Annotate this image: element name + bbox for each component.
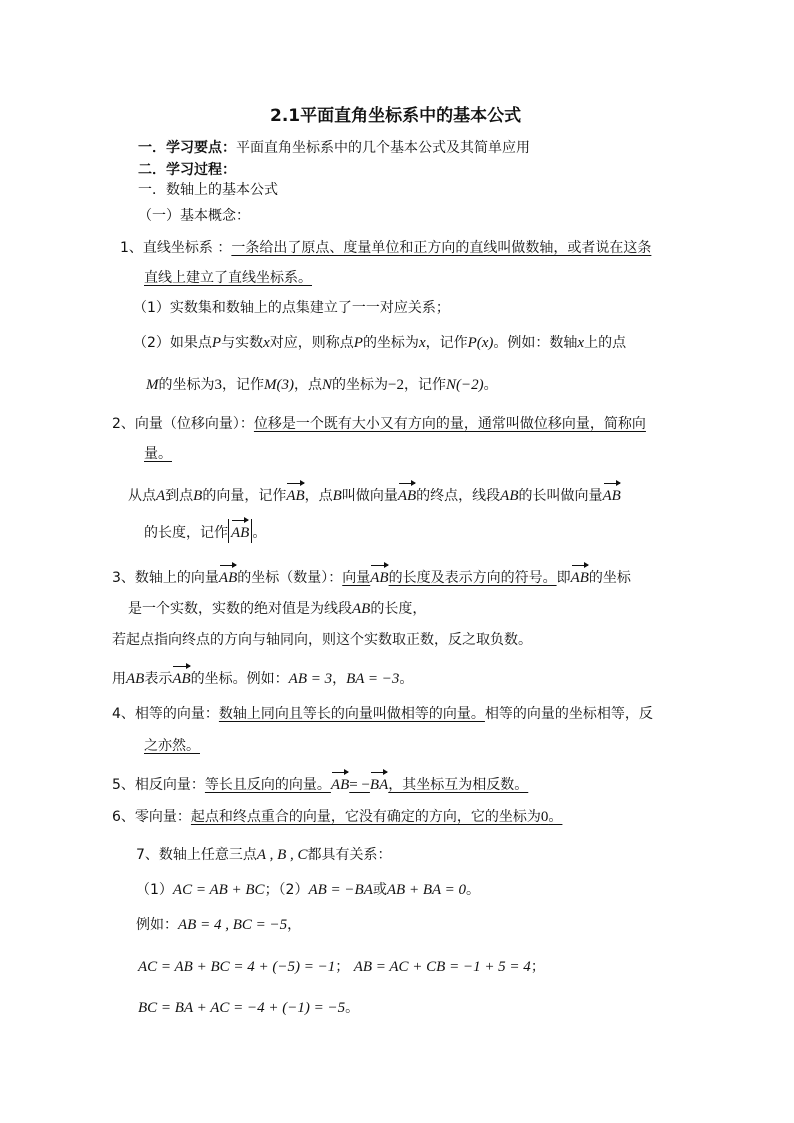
item-7-line: 7、数轴上任意三点A , B , C都具有关系： bbox=[136, 847, 392, 863]
item-4-head: 相等的向量： bbox=[134, 706, 219, 722]
vector-ab: AB bbox=[370, 564, 388, 588]
item-3-line-4: 用AB表示AB的坐标。例如：AB = 3，BA = −3。 bbox=[112, 665, 413, 689]
item-2-line-2: 量。 bbox=[144, 446, 172, 462]
item-3-line-3: 若起点指向终点的方向与轴同向，则这个实数取正数，反之取负数。 bbox=[112, 632, 532, 648]
item-5-line: 5、相反向量：等长且反向的向量。AB= −BA，其坐标互为相反数。 bbox=[112, 771, 528, 795]
item-7-calc-1: AC = AB + BC = 4 + (−5) = −1； AB = AC + CB = −1 + 5 = 4； bbox=[138, 959, 545, 975]
learning-points-text: 平面直角坐标系中的几个基本公式及其简单应用 bbox=[236, 140, 530, 156]
vector-ab: AB bbox=[219, 564, 237, 588]
item-1-line-1: 1、直线坐标系 ：一条给出了原点、度量单位和正方向的直线叫做数轴，或者说在这条 bbox=[120, 240, 652, 256]
item-3-definition: 向量AB的长度及表示方向的符号。 bbox=[342, 570, 556, 586]
learning-points bbox=[138, 138, 530, 158]
item-1-head: 直线坐标系 ： bbox=[142, 240, 232, 256]
item-2-definition: 位移是一个既有大小又有方向的量，通常叫做位移向量，简称向 bbox=[253, 416, 646, 432]
item-3-line-1: 3、数轴上的向量AB的坐标（数量）：向量AB的长度及表示方向的符号。即AB的坐标 bbox=[112, 564, 631, 588]
vector-ab: AB bbox=[398, 482, 416, 506]
item-3-line-2: 是一个实数，实数的绝对值是为线段AB的长度， bbox=[128, 601, 427, 617]
vector-length bbox=[228, 519, 252, 543]
vector-ab: AB bbox=[172, 665, 190, 689]
item-1-point-2: （2）如果点P与实数x对应，则称点P的坐标为x，记作P(x)。例如：数轴x上的点 bbox=[133, 335, 627, 351]
item-6-line: 6、零向量：起点和终点重合的向量，它没有确定的方向，它的坐标为0。 bbox=[112, 809, 563, 825]
item-2-line-3: 从点A到点B的向量，记作AB，点B叫做向量AB的终点，线段AB的长叫做向量AB bbox=[128, 482, 621, 506]
item-1-point-1: （1）实数集和数轴上的点集建立了一一对应关系； bbox=[133, 300, 450, 316]
item-2-head: 向量（位移向量）： bbox=[134, 416, 254, 432]
item-1-definition: 一条给出了原点、度量单位和正方向的直线叫做数轴，或者说在这条 bbox=[231, 240, 652, 256]
item-2-line-4: 的长度，记作 AB 。 bbox=[144, 519, 266, 543]
vector-ab: AB bbox=[603, 482, 621, 506]
subsection-heading: （一）基本概念： bbox=[138, 208, 250, 224]
item-5-definition: 等长且反向的向量。AB= −BA，其坐标互为相反数。 bbox=[205, 777, 528, 793]
item-5-head: 相反向量： bbox=[134, 777, 205, 793]
vector-ab: AB bbox=[286, 482, 304, 506]
item-6-definition: 起点和终点重合的向量，它没有确定的方向，它的坐标为0。 bbox=[190, 809, 563, 825]
learning-process-label: 二．学习过程： bbox=[138, 162, 236, 178]
item-6-head: 零向量： bbox=[134, 809, 191, 825]
item-4-line-2: 之亦然。 bbox=[144, 738, 200, 754]
item-1-example: M的坐标为3，记作M(3)，点N的坐标为−2，记作N(−2)。 bbox=[146, 377, 498, 393]
vector-ba: BA bbox=[370, 771, 388, 795]
vector-ab: AB bbox=[231, 519, 249, 543]
item-7-calc-2: BC = BA + AC = −4 + (−1) = −5。 bbox=[138, 1000, 360, 1016]
item-2-line-1: 2、向量（位移向量）：位移是一个既有大小又有方向的量，通常叫做位移向量，简称向 bbox=[112, 416, 646, 432]
item-7-example: 例如：AB = 4 , BC = −5， bbox=[136, 917, 302, 933]
vector-ab: AB bbox=[331, 771, 349, 795]
learning-points-label: 一．学习要点： bbox=[138, 140, 236, 156]
page-title: 2.1平面直角坐标系中的基本公式 bbox=[270, 106, 522, 126]
item-4-definition: 数轴上同向且等长的向量叫做相等的向量。 bbox=[218, 706, 485, 722]
vector-ab: AB bbox=[571, 564, 589, 588]
section-heading: 一．数轴上的基本公式 bbox=[138, 182, 278, 198]
item-4-line-1: 4、相等的向量：数轴上同向且等长的向量叫做相等的向量。相等的向量的坐标相等，反 bbox=[112, 706, 653, 722]
item-1-line-2: 直线上建立了直线坐标系。 bbox=[144, 270, 312, 286]
item-7-relations: （1）AC = AB + BC；（2）AB = −BA或AB + BA = 0。 bbox=[136, 882, 481, 898]
